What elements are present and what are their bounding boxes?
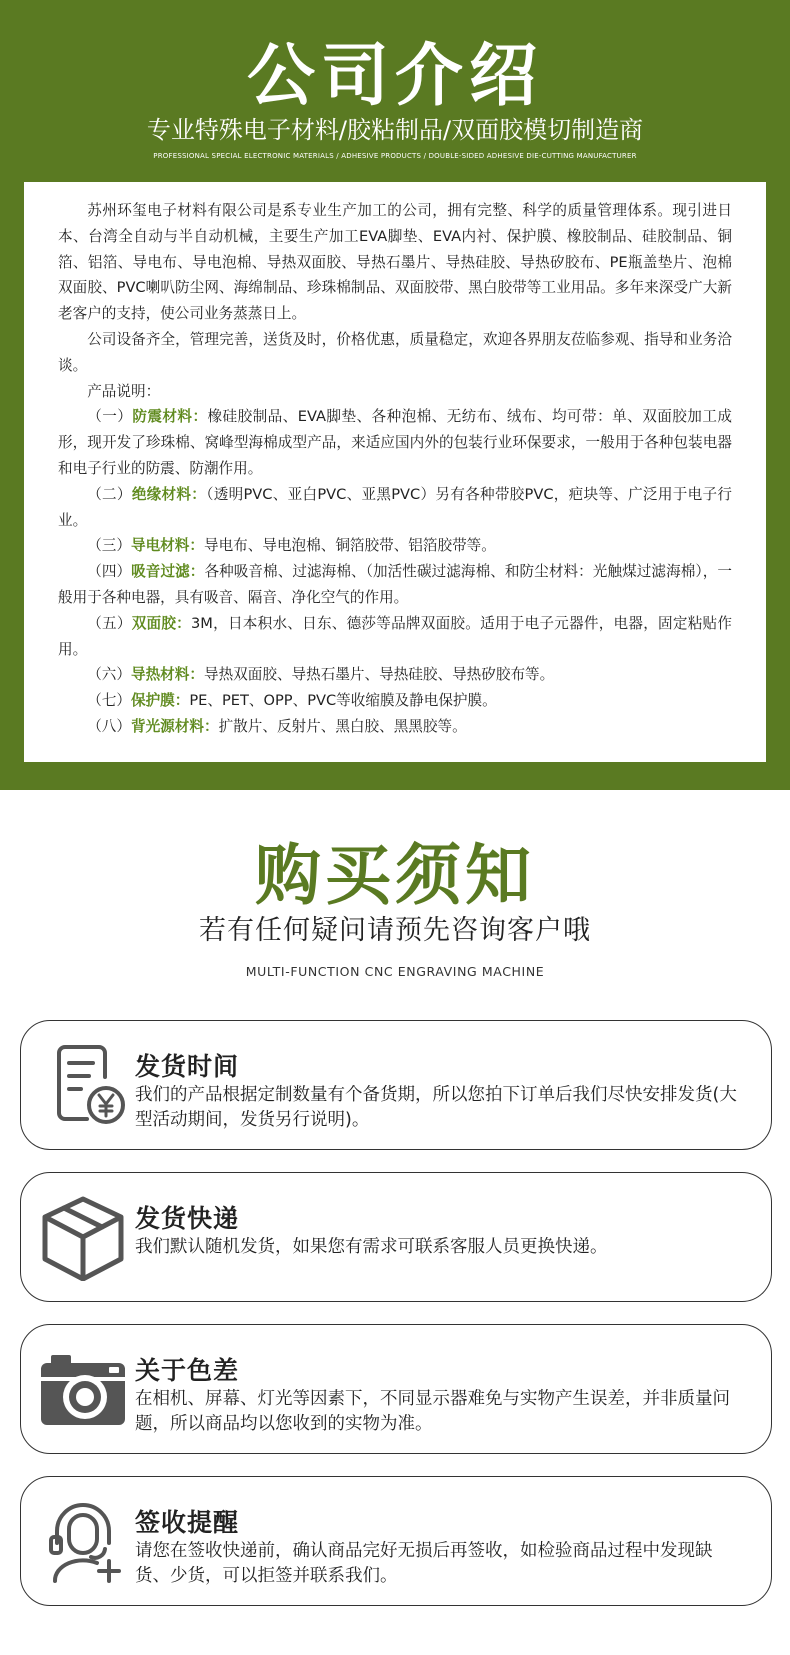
product-item-prefix: （六） (87, 666, 131, 684)
camera-icon (35, 1347, 131, 1433)
notice-subtitle-en: MULTI-FUNCTION CNC ENGRAVING MACHINE (245, 964, 545, 979)
product-item-name: 背光源材料： (130, 717, 219, 735)
card-text: 我们的产品根据定制数量有个备货期，所以您拍下订单后我们尽快安排发货(大型活动期间，发货另行说明)。 (135, 1085, 737, 1130)
package-box-icon (35, 1195, 131, 1281)
intro-subtitle: 专业特殊电子材料/胶粘制品/双面胶模切制造商 (146, 116, 644, 144)
card-text: 请您在签收快递前，确认商品完好无损后再签收，如检验商品过程中发现缺货、少货，可以拒签并联系我们。 (135, 1541, 713, 1586)
company-intro-section (0, 0, 790, 790)
product-item-text: PE、PET、OPP、PVC等收缩膜及静电保护膜。 (189, 692, 497, 710)
product-item (58, 688, 732, 714)
product-item-prefix: （五） (87, 614, 132, 632)
product-item-prefix: （一） (87, 408, 133, 426)
product-item-text: 橡硅胶制品、EVA脚垫、各种泡棉、无纺布、绒布、均可带：单、双面胶加工成形，现开发了珍珠棉、窝峰型海棉成型产品，来适应国内外的包装行业环保要求，一般用于各种包装电器和电子行业的防震、防潮作用。 (58, 408, 732, 477)
product-list (58, 404, 732, 739)
notice-card-courier (20, 1172, 772, 1302)
document-yen-icon (35, 1043, 131, 1129)
notice-title: 购买须知 (255, 837, 535, 914)
intro-paragraph-2: 公司设备齐全，管理完善，送货及时，价格优惠，质量稳定，欢迎各界朋友莅临参观、指导和业务洽谈。 (58, 330, 732, 374)
card-title: 签收提醒 (135, 1508, 240, 1537)
product-item (58, 611, 732, 663)
card-text: 我们默认随机发货，如果您有需求可联系客服人员更换快递。 (135, 1237, 608, 1257)
intro-paragraph-1: 苏州环玺电子材料有限公司是系专业生产加工的公司，拥有完整、科学的质量管理体系。现引进日本、台湾全自动与半自动机械，主要生产加工EVA脚垫、EVA内衬、保护膜、橡胶制品、硅胶制品、铜箔、铝箔、导电布、导电泡棉、导热双面胶、导热石墨片、导热硅胶、导热矽胶布、PE瓶盖垫片、泡棉双面胶、PVC喇叭防尘网、海绵制品、珍珠棉制品、双面胶带、黑白胶带等工业用品。多年来深受广大新老客户的支持，使公司业务蒸蒸日上。 (58, 202, 732, 323)
product-item-prefix: （三） (87, 537, 131, 555)
product-item-name: 吸音过滤： (131, 563, 205, 581)
product-item-name: 导热材料： (130, 666, 204, 684)
product-item-text: 各种吸音棉、过滤海棉、（加活性碳过滤海棉、和防尘材料：光触煤过滤海棉），一般用于各种电器，具有吸音、隔音、净化空气的作用。 (58, 563, 732, 606)
intro-subtitle-en: PROFESSIONAL SPECIAL ELECTRONIC MATERIALS / ADHESIVE PRODUCTS / DOUBLE-SIDED ADHESIVE DIE-CUTTING MANUFACTURER (153, 152, 637, 160)
product-item-text: 导电布、导电泡棉、铜箔胶带、铝箔胶带等。 (203, 537, 496, 555)
product-item (58, 559, 732, 611)
product-item (58, 662, 732, 688)
product-item-text: （透明PVC、亚白PVC、亚黑PVC）另有各种带胶PVC，疤块等、广泛用于电子行业。 (58, 485, 732, 529)
card-text: 在相机、屏幕、灯光等因素下，不同显示器难免与实物产生误差，并非质量问题，所以商品均以您收到的实物为准。 (135, 1389, 730, 1434)
notice-subtitle: 若有任何疑问请预先咨询客户哦 (199, 915, 591, 946)
card-title: 发货时间 (135, 1052, 240, 1081)
product-item-name: 导电材料： (130, 537, 204, 555)
product-item-prefix: （七） (87, 692, 131, 710)
product-item (58, 533, 732, 559)
product-item-name: 防震材料： (132, 408, 208, 426)
card-title: 关于色差 (135, 1356, 240, 1385)
product-item-text: 导热双面胶、导热石墨片、导热硅胶、导热矽胶布等。 (203, 666, 555, 684)
product-item-name: 双面胶： (131, 614, 192, 632)
intro-text-card (24, 182, 766, 762)
product-item-prefix: （四） (87, 563, 132, 581)
product-item-prefix: （八） (87, 717, 131, 735)
notice-card-color-difference (20, 1324, 772, 1454)
customer-service-icon (35, 1499, 131, 1585)
product-item-name: 保护膜： (130, 692, 190, 710)
product-heading: 产品说明： (87, 382, 161, 400)
card-title: 发货快递 (135, 1204, 240, 1233)
notice-card-receipt-reminder (20, 1476, 772, 1606)
product-item (58, 714, 732, 740)
product-item-text: 扩散片、反射片、黑白胶、黑黑胶等。 (218, 717, 467, 735)
product-item-text: 3M，日本积水、日东、德莎等品牌双面胶。适用于电子元器件，电器，固定粘贴作用。 (58, 614, 732, 658)
product-item (58, 482, 732, 534)
product-item (58, 404, 732, 481)
intro-title: 公司介绍 (246, 37, 543, 116)
product-item-name: 绝缘材料： (131, 485, 207, 503)
notice-card-shipping-time (20, 1020, 772, 1150)
product-item-prefix: （二） (87, 485, 132, 503)
